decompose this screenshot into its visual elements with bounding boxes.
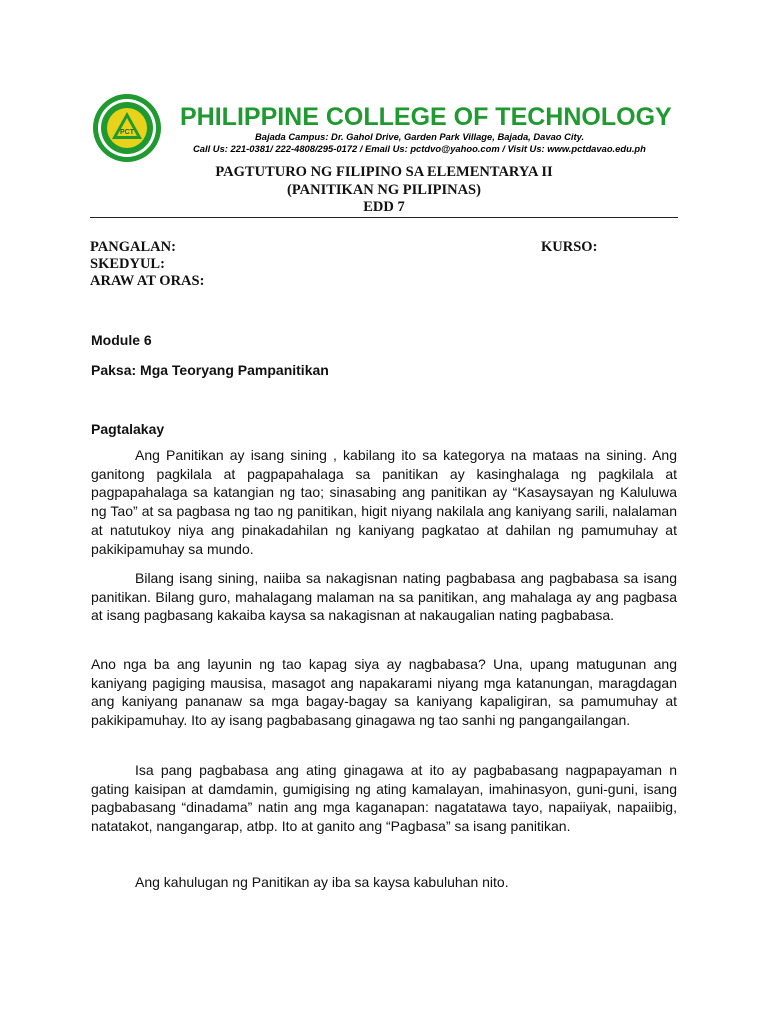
paksa-heading: Paksa: Mga Teoryang Pampanitikan xyxy=(91,362,329,378)
paragraph: Isa pang pagbabasa ang ating ginagawa at ito ay pagbabasang nagpapayaman n gating kaisipan at damdamin, gumigising ng ating kamalayan, imahinasyon, guni-guni, isang pagbabasang “dinadama” natin ang mga kaganapan: nagatatawa tayo, napaiiyak, napaiibig, natatakot, nangangarap, atbp. Ito at ganito ang “Pagbasa” sa isang panitikan. xyxy=(91,762,677,835)
paragraph: Ang Panitikan ay isang sining , kabilang ito sa kategorya na mataas na sining. Ang ganitong pagkilala at pagpapahalaga sa panitikan ay kasinghalaga ng pagkilala at pagpapahalaga sa katangian ng tao; sinasabing ang panitikan ay “Kasaysayan ng Kaluluwa ng Tao” at sa pagbasa ng tao ng panitikan, higit niyang nakilala ang kaniyang sarili, nalalaman at natutukoy niya ang pinakadahilan ng kaniyang pagkatao at dahilan ng pamumuhay at pakikipamuhay sa mundo. xyxy=(91,447,677,557)
paragraph: Ano nga ba ang layunin ng tao kapag siya ay nagbabasa? Una, upang matugunan ang kaniyang pagiging mausisa, masagot ang napakarami niyang mga katanungan, maragdagan ang kaniyang pananaw sa mga bagay-bagay sa kaniyang kapaligiran, sa pamumuhay at pakikipamuhay. Ito ay isang pagbabasang ginagawa ng tao sanhi ng pangangailangan. xyxy=(91,656,677,729)
campus-address: Bajada Campus: Dr. Gahol Drive, Garden Park Village, Bajada, Davao City. xyxy=(255,131,585,142)
course-title: PAGTUTURO NG FILIPINO SA ELEMENTARYA II xyxy=(215,164,553,180)
paragraph: Ang kahulugan ng Panitikan ay iba sa kaysa kabuluhan nito. xyxy=(135,874,509,890)
skedyul-label: SKEDYUL: xyxy=(90,256,165,272)
pangalan-label: PANGALAN: xyxy=(90,239,176,255)
paragraph: Bilang isang sining, naiiba sa nakagisnan nating pagbabasa ang pagbabasa sa isang panitikan. Bilang guro, mahalagang malaman na sa panitikan, ang mahalaga ay ang pagbasa at isang pagbasang kakaiba kaysa sa nakagisnan at nakaugalian nating pagbabasa. xyxy=(91,570,677,624)
module-title: Module 6 xyxy=(91,332,152,348)
header-divider xyxy=(90,217,678,218)
course-subtitle: (PANITIKAN NG PILIPINAS) xyxy=(287,182,481,198)
course-code: EDD 7 xyxy=(363,199,405,215)
section-heading: Pagtalakay xyxy=(91,421,165,437)
contact-info: Call Us: 221-0381/ 222-4808/295-0172 / Email Us: pctdvo@yahoo.com / Visit Us: www.pctdavao.edu.ph xyxy=(193,143,646,154)
kurso-label: KURSO: xyxy=(541,239,598,255)
araw-at-oras-label: ARAW AT ORAS: xyxy=(90,273,205,289)
logo-initials: PCT xyxy=(120,129,134,136)
college-name: PHILIPPINE COLLEGE OF TECHNOLOGY xyxy=(180,103,672,131)
college-seal-logo xyxy=(92,93,162,163)
